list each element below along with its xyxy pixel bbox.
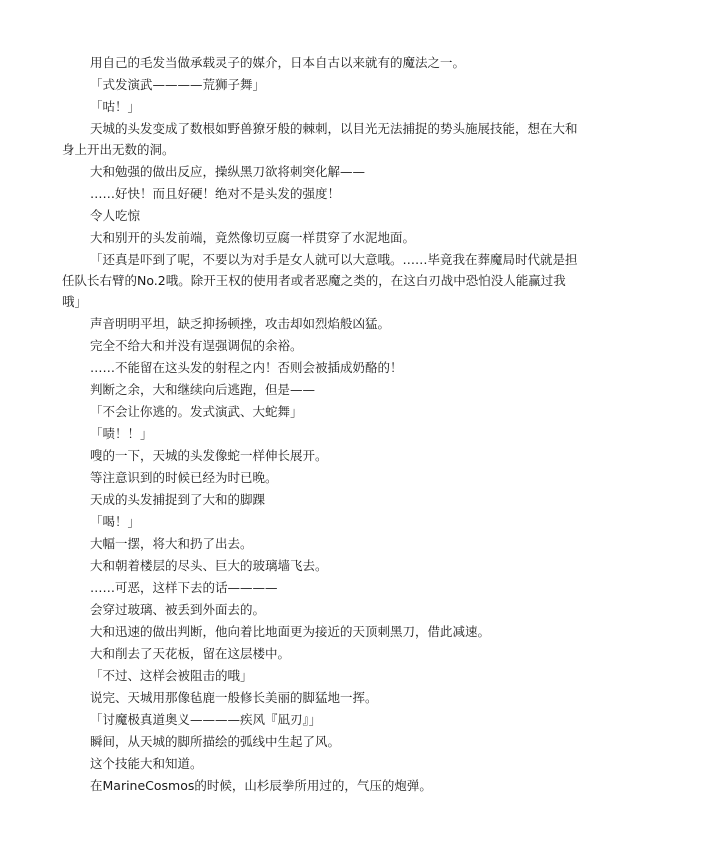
paragraph: 会穿过玻璃、被丢到外面去的。: [90, 602, 266, 617]
paragraph: 「啧！！」: [90, 426, 153, 441]
paragraph: 这个技能大和知道。: [90, 756, 203, 771]
paragraph: 大和别开的头发前端，竟然像切豆腐一样贯穿了水泥地面。: [90, 230, 416, 245]
paragraph: 大和朝着楼层的尽头、巨大的玻璃墙飞去。: [90, 558, 328, 573]
paragraph: 用自己的毛发当做承载灵子的媒介，日本自古以来就有的魔法之一。: [90, 55, 466, 70]
paragraph: 大和迅速的做出判断，他向着比地面更为接近的天顶刺黑刀，借此减速。: [90, 624, 491, 639]
paragraph: 大幅一摆，将大和扔了出去。: [90, 536, 253, 551]
paragraph: 完全不给大和并没有逞强调侃的余裕。: [90, 338, 303, 353]
paragraph: ……好快！而且好硬！绝对不是头发的强度！: [90, 186, 341, 201]
paragraph: 「不过、这样会被阻击的哦」: [90, 668, 253, 683]
paragraph: 「咕！」: [90, 99, 141, 114]
paragraph: ……可恶，这样下去的话————: [90, 580, 278, 595]
paragraph: 「讨魔极真道奥义————疾风『凪刃』」: [90, 712, 322, 727]
paragraph: 「还真是吓到了呢，不要以为对手是女人就可以大意哦。……毕竟我在葬魔局时代就是担任队长右臂的No.2哦。除开王权的使用者或者恶魔之类的，在这白刃战中恐怕没人能赢过我哦」: [62, 252, 578, 309]
paragraph: 大和削去了天花板，留在这层楼中。: [90, 646, 291, 661]
paragraph: 「式发演武————荒狮子舞」: [90, 77, 266, 92]
paragraph: 瞬间，从天城的脚所描绘的弧线中生起了风。: [90, 734, 341, 749]
paragraph: 判断之余，大和继续向后逃跑，但是——: [90, 382, 316, 397]
paragraph: 「不会让你逃的。发式演武、大蛇舞」: [90, 404, 303, 419]
paragraph: 等注意识到的时候已经为时已晚。: [90, 470, 278, 485]
paragraph: 令人吃惊: [90, 208, 141, 223]
paragraph: 天城的头发变成了数根如野兽獠牙般的棘刺，以目光无法捕捉的势头施展技能，想在大和身上开出无数的洞。: [62, 121, 578, 157]
paragraph: 「喝！」: [90, 514, 141, 529]
paragraph: 天成的头发捕捉到了大和的脚踝: [90, 492, 266, 507]
text-column: [62, 52, 582, 797]
paragraph: 大和勉强的做出反应，操纵黑刀欲将刺突化解——: [90, 164, 366, 179]
paragraph: ……不能留在这头发的射程之内！否则会被插成奶酪的！: [90, 360, 403, 375]
paragraph: 在MarineCosmos的时候，山杉辰拳所用过的，气压的炮弹。: [90, 778, 432, 793]
paragraph: 说完、天城用那像毡鹿一般修长美丽的脚猛地一挥。: [90, 690, 378, 705]
paragraph: 声音明明平坦，缺乏抑扬顿挫，攻击却如烈焰般凶猛。: [90, 316, 391, 331]
paragraph: 嗖的一下，天城的头发像蛇一样伸长展开。: [90, 448, 328, 463]
